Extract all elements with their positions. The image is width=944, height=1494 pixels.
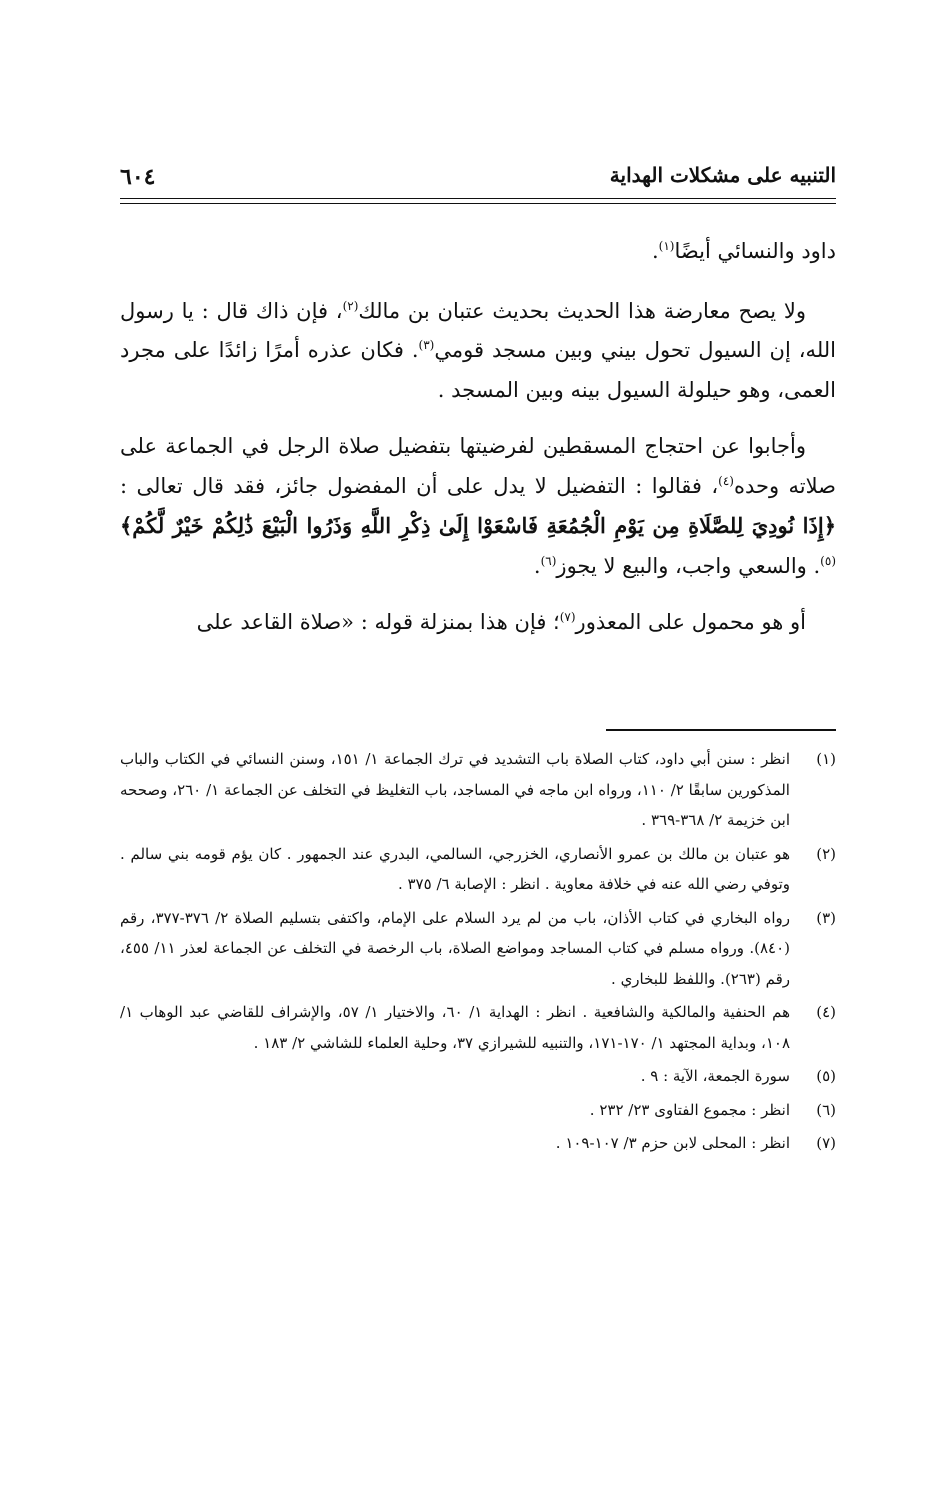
footnote-ref-6[interactable]: (٦) [540,553,557,568]
footnote-number: (٥) [816,1067,836,1085]
footnote-5 [120,1061,836,1092]
paragraph-3-part-b: ، فقالوا : التفضيل لا يدل على أن المفضول جائز، فقد قال تعالى : [120,473,719,498]
page-number: ٦٠٤ [120,164,156,190]
paragraph-3-part-a: وأجابوا عن احتجاج المسقطين لفرضيتها بتفضيل صلاة الرجل في الجماعة على صلاته وحده [120,434,836,498]
footnote-6 [120,1095,836,1126]
page-header [120,160,836,194]
footnote-text: هو عتبان بن مالك بن عمرو الأنصاري، الخزرجي، السالمي، البدري عند الجمهور . كان يؤم قومه بني سالم . وتوفي رضي الله عنه في خلافة معاوية . انظر : الإصابة ٦/ ٣٧٥ . [120,844,790,893]
footnote-number: (٦) [816,1100,836,1119]
footnote-text: انظر : مجموع الفتاوى ٢٣/ ٢٣٢ . [589,1100,790,1119]
main-text [120,232,836,660]
header-rule-top [120,198,836,199]
footnote-2 [120,839,836,900]
footnotes [120,744,836,1162]
paragraph-2 [120,292,836,411]
footnote-text: انظر : سنن أبي داود، كتاب الصلاة باب التشديد في ترك الجماعة ١/ ١٥١، وسنن النسائي في الكتاب والباب المذكورين سابقًا ٢/ ١١٠، ورواه ابن ماجه في المساجد، باب التغليظ في التخلف عن الجماعة ١/ ٢٦٠، وصححه ابن خزيمة ٢/ ٣٦٨-٣٦٩ . [120,750,790,829]
footnote-number: (٣) [816,908,836,927]
running-title: التنبيه على مشكلات الهداية [609,163,836,187]
paragraph-1 [120,232,836,272]
footnote-1 [120,744,836,836]
footnote-text: انظر : المحلى لابن حزم ٣/ ١٠٧-١٠٩ . [555,1134,790,1152]
quran-verse: ﴿إِذَا نُودِيَ لِلصَّلَاةِ مِن يَوْمِ الْجُمُعَةِ فَاسْعَوْا إِلَىٰ ذِكْرِ اللَّهِ وَذَرُوا الْبَيْعَ ذَٰلِكُمْ خَيْرٌ لَّكُمْ﴾ [120,513,836,538]
footnote-text: سورة الجمعة، الآية : ٩ . [640,1067,790,1085]
paragraph-3-part-d: . [533,553,541,578]
footnote-ref-5[interactable]: (٥) [820,553,836,568]
paragraph-4-part-a: أو هو محمول على المعذور [575,610,806,634]
footnote-3 [120,903,836,995]
paragraph-2-part-c: . فكان عذره أمرًا زائدًا على مجرد العمى، وهو حيلولة السيول بينه وبين المسجد . [120,338,836,402]
footnote-ref-3[interactable]: (٣) [418,338,435,352]
paragraph-2-part-a: ولا يصح معارضة هذا الحديث بحديث عتبان بن مالك [358,298,806,323]
paragraph-4 [120,603,836,643]
footnote-text: رواه البخاري في كتاب الأذان، باب من لم يرد السلام على الإمام، واكتفى بتسليم الصلاة ٢/ ٣٧٦-٣٧٧، رقم (٨٤٠). ورواه مسلم في كتاب المساجد ومواضع الصلاة، باب الرخصة في التخلف عن الجماعة لعذر ١١/ ٤٥٥، رقم (٢٦٣). واللفظ للبخاري . [120,908,791,988]
paragraph-1-text: داود والنسائي أيضًا [674,239,836,263]
footnote-ref-1[interactable]: (١) [658,239,675,253]
paragraph-2-part-b: ، فإن ذاك قال : يا رسول الله، إن السيول تحول بيني وبين مسجد قومي [120,298,836,362]
footnote-number: (١) [816,750,836,768]
footnote-separator [606,729,836,731]
footnote-ref-2[interactable]: (٢) [342,298,359,313]
footnote-7 [120,1128,836,1159]
paragraph-4-part-b: ؛ فإن هذا بمنزلة قوله : «صلاة القاعد على [196,610,560,634]
header-rule-bottom [120,203,836,204]
footnote-text: هم الحنفية والمالكية والشافعية . انظر : الهداية ١/ ٦٠، والاختيار ١/ ٥٧، والإشراف للقاضي عبد الوهاب ١/ ١٠٨، وبداية المجتهد ١/ ١٧٠-١٧١، والتنبيه للشيرازي ٣٧، وحلية العلماء للشاشي ٢/ ١٨٣ . [120,1003,791,1052]
paragraph-3-part-c: . والسعي واجب، والبيع لا يجوز [556,553,821,578]
footnote-4 [120,997,836,1058]
paragraph-1-end: . [651,239,659,263]
paragraph-3 [120,427,836,586]
footnote-ref-7[interactable]: (٧) [559,610,576,624]
footnote-ref-4[interactable]: (٤) [718,473,734,488]
footnote-number: (٢) [816,844,836,863]
footnote-number: (٧) [816,1134,836,1152]
footnote-number: (٤) [816,1003,836,1021]
